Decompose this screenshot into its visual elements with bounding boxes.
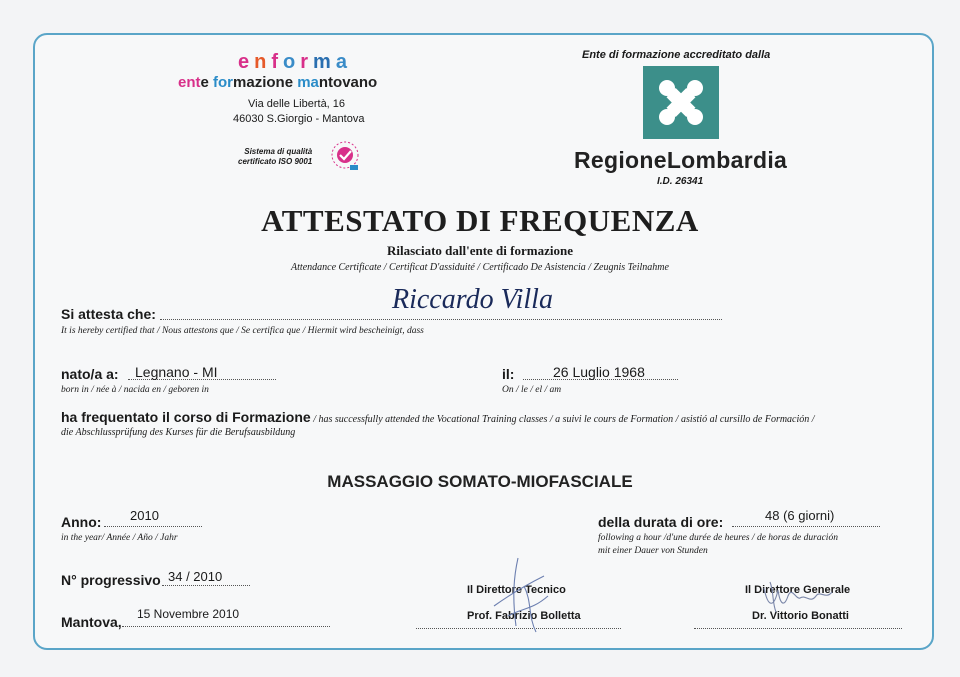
place-dotted-line [122, 625, 330, 627]
brand-letter: n [254, 51, 272, 73]
date-value: 26 Luglio 1968 [553, 364, 645, 380]
attended-translation-line2: die Abschlussprüfung des Kurses für die Berufsausbildung [61, 427, 296, 438]
year-label: Anno: [61, 514, 102, 530]
date-label: il: [502, 366, 515, 382]
general-sign-line [694, 627, 902, 629]
issuer-address-street: Via delle Libertà, 16 [248, 98, 346, 110]
place-label: Mantova, [61, 614, 122, 630]
issuer-name [178, 74, 377, 91]
enforma-logo-text [238, 51, 352, 74]
technical-signature-icon [488, 556, 560, 636]
technical-director-name: Prof. Fabrizio Bolletta [467, 610, 581, 622]
regione-lombardia-logo-icon [643, 66, 719, 139]
general-director-title: Il Direttore Generale [745, 584, 851, 596]
year-value: 2010 [130, 508, 159, 523]
iso-quality-text [238, 147, 312, 167]
progressive-label: N° progressivo [61, 572, 161, 588]
duration-label: della durata di ore: [598, 514, 724, 530]
attest-label: Si attesta che: [61, 306, 156, 322]
duration-dotted-line [732, 525, 880, 527]
issuer-name-part: for [213, 74, 234, 91]
issuer-address-city: 46030 S.Giorgio - Mantova [233, 113, 365, 125]
accreditation-header: Ente di formazione accreditato dalla [582, 49, 771, 61]
attended-translation: / has successfully attended the Vocational Training classes / a suivi le cours de Formation / asistió al cursillo de Formación / [310, 414, 815, 425]
course-name: MASSAGGIO SOMATO-MIOFASCIALE [327, 472, 633, 491]
attended-label: ha frequentato il corso di Formazione [61, 409, 311, 425]
brand-letter: o [283, 51, 301, 73]
born-translation: born in / née à / nacida en / geboren in [61, 385, 209, 395]
issuer-name-part: e [200, 74, 214, 91]
general-signature-icon [760, 578, 840, 618]
born-label: nato/a a: [61, 366, 119, 382]
born-value: Legnano - MI [135, 364, 218, 380]
place-date: 15 Novembre 2010 [137, 607, 240, 621]
brand-letter: r [300, 51, 314, 73]
year-translation: in the year/ Année / Año / Jahr [61, 533, 178, 543]
region-id: I.D. 26341 [657, 176, 704, 187]
progressive-value: 34 / 2010 [168, 569, 223, 584]
year-dotted-line [104, 525, 202, 527]
general-director-name: Dr. Vittorio Bonatti [752, 610, 849, 622]
issuer-name-part: mazione [233, 74, 298, 91]
attest-translation: It is hereby certified that / Nous attestons que / Se certifica que / Hiermit wird bescheinigt, dass [61, 326, 424, 336]
duration-translation-1: following a hour /d'une durée de heures / de horas de duración [598, 533, 838, 543]
issuer-name-part: ent [178, 74, 201, 91]
duration-value: 48 (6 giorni) [765, 508, 835, 523]
iso-line: Sistema di qualità [244, 147, 313, 156]
issuer-name-part: ntovano [318, 74, 378, 91]
brand-letter: a [335, 51, 352, 73]
technical-director-title: Il Direttore Tecnico [467, 584, 566, 596]
brand-letter: f [271, 51, 284, 73]
attended-line [61, 409, 815, 425]
holder-name: Riccardo Villa [392, 284, 553, 315]
region-name: RegioneLombardia [574, 147, 788, 173]
certificate-title: ATTESTATO DI FREQUENZA [261, 203, 699, 238]
duration-translation-2: mit einer Dauer von Stunden [598, 546, 708, 556]
brand-letter: m [313, 51, 336, 73]
date-translation: On / le / el / am [502, 385, 562, 395]
brand-letter: e [238, 51, 255, 73]
certificate-frame [33, 33, 934, 650]
iso-certification-icon [328, 140, 362, 172]
progressive-dotted-line [162, 584, 250, 586]
name-dotted-line [160, 318, 722, 320]
certificate-subtitle: Rilasciato dall'ente di formazione [387, 243, 573, 258]
iso-line: certificato ISO 9001 [238, 157, 313, 166]
certificate-translations: Attendance Certificate / Certificat D'assiduité / Certificado De Asistencia / Zeugnis Teilnahme [291, 262, 669, 273]
issuer-name-part: ma [297, 74, 319, 91]
